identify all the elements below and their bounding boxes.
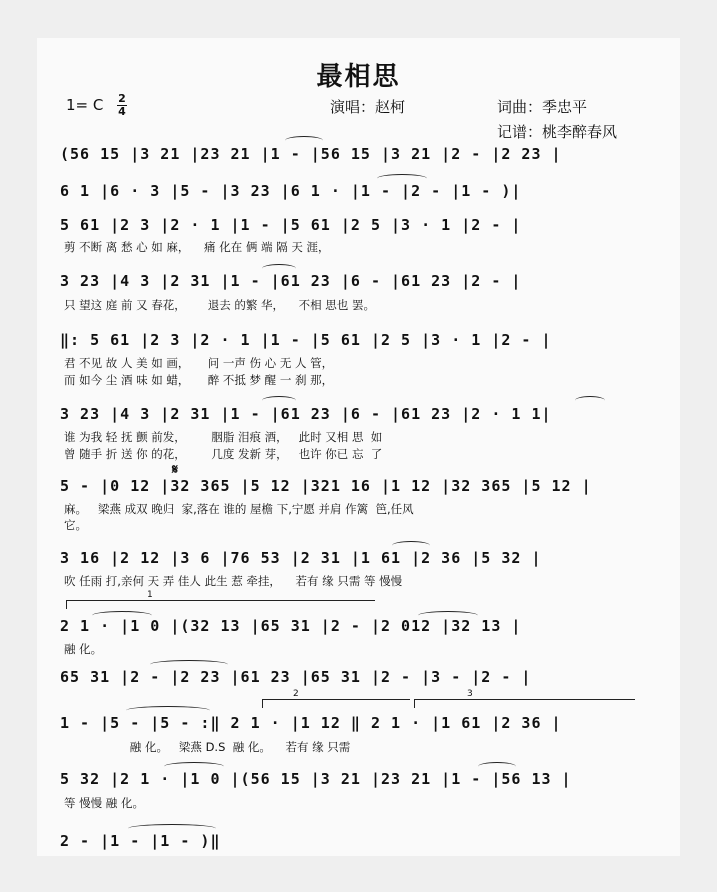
staff-line-5: ‖: 5 61 |2 3 |2 · 1 |1 - |5 61 |2 5 |3 · 1 |2 - | — [60, 331, 552, 349]
staff-line-10: 65 31 |2 - |2 23 |61 23 |65 31 |2 - |3 - |2 - | — [60, 668, 532, 686]
time-signature — [117, 93, 127, 118]
lyric-line-11: 融 化。 梁燕 D.S 融 化。 若有 缘 只需 — [64, 740, 351, 754]
tie-slur — [262, 396, 296, 405]
staff-line-11: 1 - |5 - |5 - :‖ 2 1 · |1 12 ‖ 2 1 · |1 61 |2 36 | — [60, 714, 562, 732]
lyric-line-6a: 谁 为我 轻 抚 颤 前发， 胭脂 泪痕 酒， 此时 又相 思 如 — [64, 430, 383, 444]
volta-number: 3 — [467, 689, 473, 699]
volta-number: 2 — [293, 689, 299, 699]
singer-credit: 演唱：赵柯 — [330, 98, 406, 116]
tie-slur — [285, 136, 323, 145]
lyric-line-6b: 曾 随手 折 送 你 的花， 几度 发新 芽， 也许 你已 忘 了 — [64, 447, 383, 461]
staff-line-3: 5 61 |2 3 |2 · 1 |1 - |5 61 |2 5 |3 · 1 |2 - | — [60, 216, 522, 234]
staff-line-9: 2 1 · |1 0 |(32 13 |65 31 |2 - |2 012 |32 13 | — [60, 617, 522, 635]
staff-line-13: 2 - |1 - |1 - )‖ — [60, 832, 221, 850]
staff-line-2: 6 1 |6 · 3 |5 - |3 23 |6 1 · |1 - |2 - |1 - )| — [60, 182, 522, 200]
staff-line-1: (56 15 |3 21 |23 21 |1 - |56 15 |3 21 |2 - |2 23 | — [60, 145, 562, 163]
tie-slur — [575, 396, 605, 405]
lyric-line-5b: 而 如今 尘 酒 味 如 蜡， 醉 不抵 梦 醒 一 刹 那， — [64, 373, 334, 387]
staff-line-4: 3 23 |4 3 |2 31 |1 - |61 23 |6 - |61 23 |2 - | — [60, 272, 522, 290]
volta-bracket-2 — [262, 689, 410, 708]
composer-credit: 词曲：季忠平 — [497, 98, 588, 116]
lyric-line-4: 只 望这 庭 前 又 春花， 退去 的繁 华， 不相 思也 罢。 — [64, 298, 375, 312]
staff-line-6: 3 23 |4 3 |2 31 |1 - |61 23 |6 - |61 23 |2 · 1 1| — [60, 405, 552, 423]
lyric-line-3: 剪 不断 离 愁 心 如 麻， 痛 化在 俩 端 隔 天 涯， — [64, 240, 330, 254]
staff-line-7: 5 - |0 12 |32 365 |5 12 |321 16 |1 12 |32 365 |5 12 | — [60, 477, 592, 495]
time-numerator: 2 — [118, 92, 126, 105]
lyric-line-8: 吹 任雨 打,亲何 天 弄 佳人 此生 惹 牵挂， 若有 缘 只需 等 慢慢 — [64, 574, 403, 588]
key-signature: 1= C — [66, 96, 104, 114]
staff-line-12: 5 32 |2 1 · |1 0 |(56 15 |3 21 |23 21 |1 - |56 13 | — [60, 770, 572, 788]
staff-line-8: 3 16 |2 12 |3 6 |76 53 |2 31 |1 61 |2 36 |5 32 | — [60, 549, 542, 567]
lyric-line-12: 等 慢慢 融 化。 — [64, 796, 144, 810]
lyric-line-9: 融 化。 — [64, 642, 103, 656]
time-denominator: 4 — [118, 105, 126, 118]
transcriber-credit: 记谱：桃李醉春风 — [497, 123, 618, 141]
volta-bracket-1 — [66, 590, 375, 609]
volta-bracket-3 — [414, 689, 635, 708]
volta-number: 1 — [147, 590, 153, 600]
lyric-line-5a: 君 不见 故 人 美 如 画， 问 一声 伤 心 无 人 管， — [64, 356, 334, 370]
segno-sign: 𝄋 — [172, 462, 179, 478]
lyric-line-7: 麻。 梁燕 成双 晚归 家,落在 谁的 屋檐 下,宁愿 并肩 作篱 笆,任风 — [64, 502, 414, 516]
song-title: 最相思 — [316, 62, 401, 92]
lyric-line-7b: 它。 — [64, 518, 87, 532]
